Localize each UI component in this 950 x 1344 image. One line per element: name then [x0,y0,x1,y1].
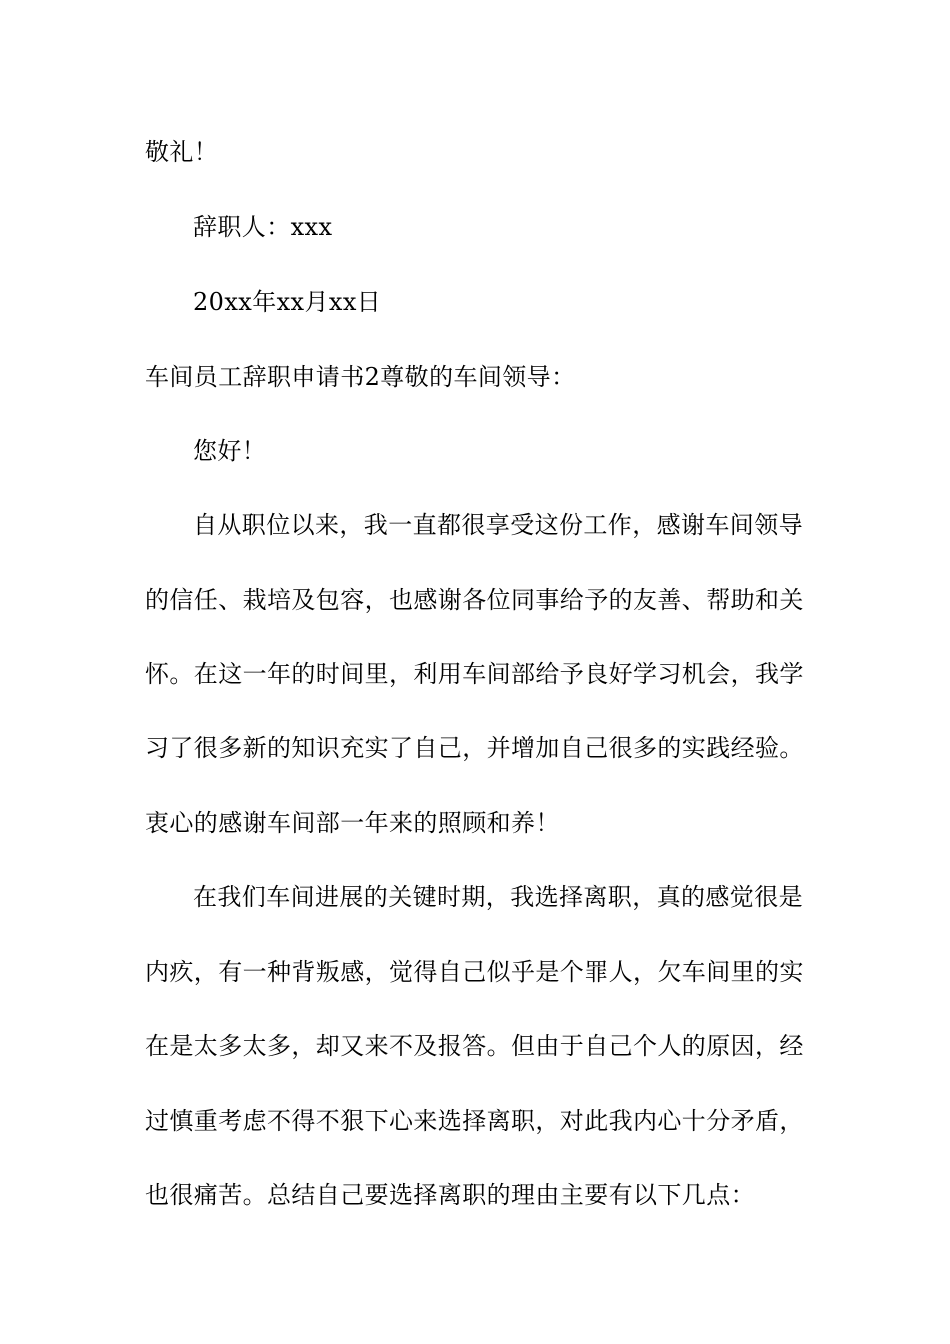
paragraph-line: 衷心的感谢车间部一年来的照顾和养！ [145,809,560,837]
letter-heading: 车间员工辞职申请书2尊敬的车间领导： [145,363,576,391]
signer-line: 辞职人：xxx [193,213,333,241]
paragraph-line: 在我们车间进展的关键时期，我选择离职，真的感觉很是 [193,883,803,911]
paragraph-line: 过慎重考虑不得不狠下心来选择离职，对此我内心十分矛盾， [145,1107,804,1135]
paragraph-line: 也很痛苦。总结自己要选择离职的理由主要有以下几点： [145,1181,755,1209]
greeting-line: 您好！ [193,437,267,465]
paragraph-line: 在是太多太多，却又来不及报答。但由于自己个人的原因，经 [145,1032,804,1060]
closing-salutation: 敬礼！ [145,138,219,166]
paragraph-line: 自从职位以来，我一直都很享受这份工作，感谢车间领导 [193,511,803,539]
paragraph-line: 的信任、栽培及包容，也感谢各位同事给予的友善、帮助和关 [145,586,804,614]
date-line: 20xx年xx月xx日 [193,288,382,316]
paragraph-line: 习了很多新的知识充实了自己，并增加自己很多的实践经验。 [145,734,804,762]
paragraph-line: 内疚，有一种背叛感，觉得自己似乎是个罪人，欠车间里的实 [145,958,804,986]
paragraph-line: 怀。在这一年的时间里，利用车间部给予良好学习机会，我学 [145,660,804,688]
